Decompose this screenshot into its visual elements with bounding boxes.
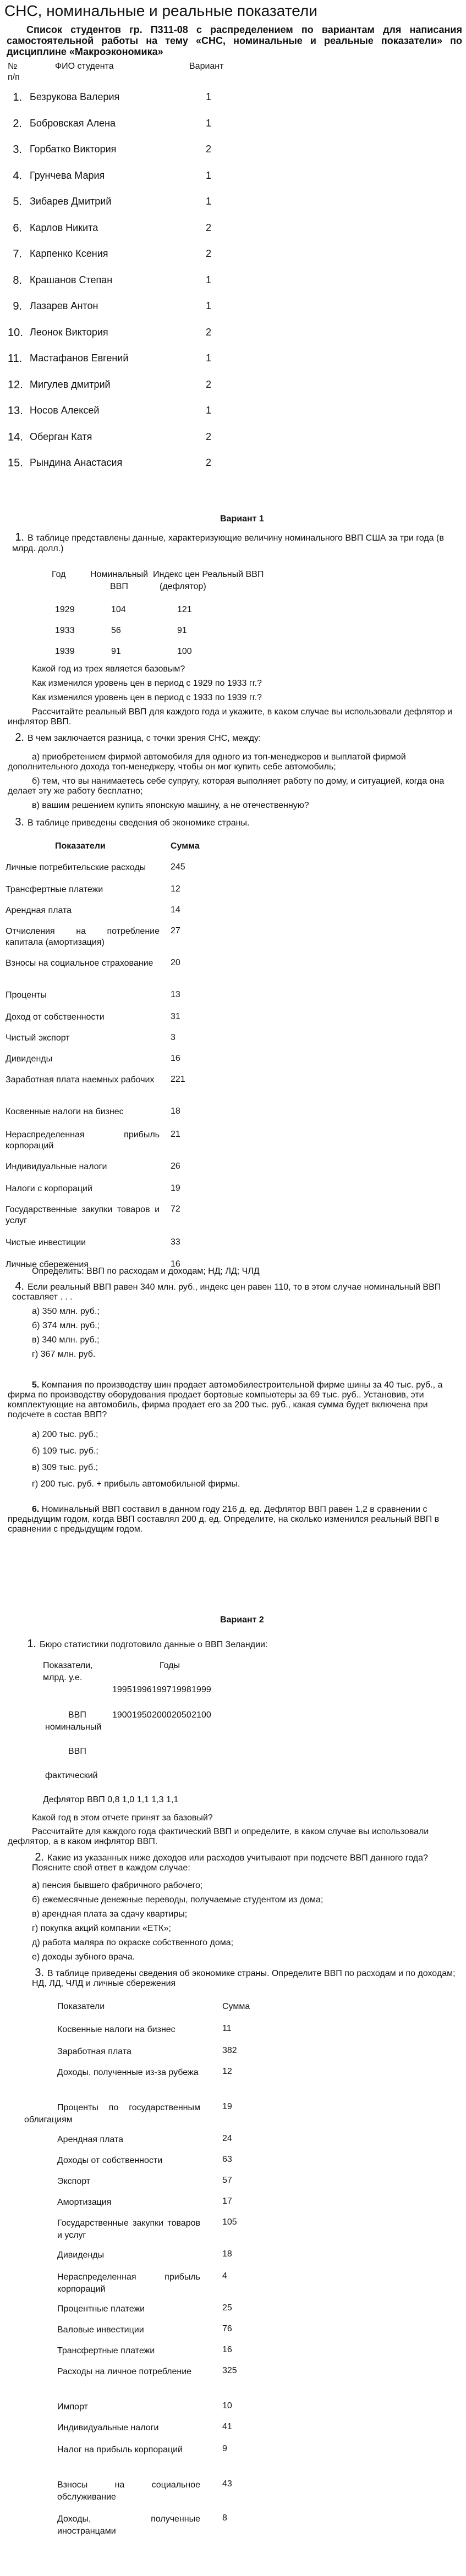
v1-q3-indicator: Чистые инвестиции <box>6 1238 86 1247</box>
v1-q1-col-year: Год <box>52 570 66 579</box>
v2-q3-col-indicator: Показатели <box>57 2002 105 2011</box>
v1-q1-index: 121 <box>177 605 192 614</box>
v1-question-3: 3. В таблице приведены сведения об экономике страны. <box>15 816 250 828</box>
student-variant: 2 <box>206 144 212 155</box>
v2-q3-indicator: Индивидуальные налоги <box>57 2423 159 2432</box>
student-number: 15. <box>8 457 23 469</box>
v1-q3-col-sum: Сумма <box>171 841 200 851</box>
v1-q3-indicator: Доход от собственности <box>6 1012 105 1022</box>
v1-q3-sum: 19 <box>171 1184 180 1193</box>
v1-q3-sum: 12 <box>171 884 180 894</box>
v1-q1-nominal: 91 <box>111 647 121 656</box>
v2-q1-nominal-values: 1900 1950 2000 2050 2100 <box>112 1710 211 1720</box>
v1-q1-nominal: 104 <box>111 605 126 614</box>
student-variant: 2 <box>206 457 212 468</box>
v1-q1-col-nominal-2: ВВП <box>110 582 128 591</box>
v2-q1-nominal-label: ВВП <box>68 1710 86 1720</box>
v1-q1-d: Рассчитайте реальный ВВП для каждого года и укажите, в каком случае вы использовали дефлятор и инфлятор ВВП. <box>8 707 452 726</box>
v1-q1-col-nominal: Номинальный <box>90 570 149 579</box>
v2-q3-indicator: Расходы на личное потребление <box>57 2367 192 2376</box>
v1-q3-indicator: Личные потребительские расходы <box>6 863 146 872</box>
v2-q3-sum: 76 <box>222 2324 232 2333</box>
v2-q2-option: в) арендная плата за сдачу квартиры; <box>32 1909 188 1919</box>
student-name: Зибарев Дмитрий <box>30 196 112 207</box>
student-variant: 1 <box>206 196 212 207</box>
v1-q5-option: в) 309 тыс. руб.; <box>32 1463 98 1472</box>
student-name: Мастафанов Евгений <box>30 353 129 364</box>
v2-q3-indicator: Государственные закупки товаров и услуг <box>57 2219 200 2240</box>
student-variant: 1 <box>206 405 212 416</box>
v1-q3-indicator: Арендная плата <box>6 906 72 915</box>
student-name: Оберган Катя <box>30 431 92 442</box>
v2-q1-label-a: Показатели, <box>43 1661 93 1670</box>
v1-q1-a: Какой год из трех является базовым? <box>32 664 185 674</box>
v2-q3-sum: 18 <box>222 2249 232 2259</box>
student-variant: 1 <box>206 117 212 129</box>
v1-q1-nominal: 56 <box>111 626 121 635</box>
student-number: 2. <box>13 117 22 130</box>
student-name: Рындина Анастасия <box>30 457 123 468</box>
student-name: Крашанов Степан <box>30 274 113 285</box>
v1-q3-indicator: Отчисления на потребление капитала (амортизация) <box>6 927 160 947</box>
v2-q3-indicator: Налог на прибыль корпораций <box>57 2445 183 2454</box>
v1-q3-sum: 13 <box>171 990 180 999</box>
v1-q3-col-indicator: Показатели <box>55 841 106 851</box>
v1-q3-sum: 27 <box>171 926 180 935</box>
student-variant: 2 <box>206 222 212 233</box>
v1-q4-option: в) 340 млн. руб.; <box>32 1335 100 1345</box>
v2-q3-sum: 19 <box>222 2102 232 2111</box>
v2-q3-indicator: Доходы от собственности <box>57 2156 163 2165</box>
col-number-header-2: п/п <box>8 73 20 82</box>
student-variant: 2 <box>206 378 212 390</box>
v2-q3-indicator: Экспорт <box>57 2177 91 2186</box>
student-list-heading: Список студентов гр. П311-08 с распределением по вариантам для написания самостоятельной работы на тему «СНС, номинальные и реальные показатели» по дисциплине «Макроэкономика» <box>7 24 462 57</box>
v2-q3-indicator: Нераспределенная прибыль корпораций <box>57 2272 200 2294</box>
v2-q3-indicator: Амортизация <box>57 2198 112 2207</box>
v1-q1-b: Как изменился уровень цен в период с 1929 по 1933 гг.? <box>32 679 262 688</box>
student-number: 7. <box>13 248 22 260</box>
v2-q1-real-label: ВВП <box>68 1747 86 1756</box>
student-number: 1. <box>13 91 22 103</box>
v2-q2-option: б) ежемесячные денежные переводы, получаемые студентом из дома; <box>32 1895 324 1905</box>
v1-question-4: 4. Если реальный ВВП равен 340 млн. руб., индекс цен равен 110, то в этом случае номинальный ВВП составляет . . . <box>12 1280 441 1302</box>
v1-q3-sum: 16 <box>171 1054 180 1063</box>
v1-q3-sum: 16 <box>171 1259 180 1269</box>
student-name: Бобровская Алена <box>30 117 116 129</box>
student-name: Горбатко Виктория <box>30 144 117 155</box>
v1-q4-option: а) 350 млн. руб.; <box>32 1307 100 1316</box>
v2-q2-option: г) покупка акций компании «ЕТК»; <box>32 1924 171 1933</box>
v1-q3-indicator: Дивиденды <box>6 1054 53 1064</box>
v1-q1-year: 1933 <box>55 626 75 635</box>
v2-q3-indicator: Косвенные налоги на бизнес <box>57 2025 176 2034</box>
v2-q1-years: 1995 1996 1997 1998 1999 <box>112 1685 211 1694</box>
student-number: 12. <box>8 378 23 391</box>
v1-q3-sum: 26 <box>171 1162 180 1171</box>
student-number: 14. <box>8 431 23 443</box>
v2-q3-sum: 17 <box>222 2197 232 2206</box>
v2-q1-nominal-label-2: номинальный <box>45 1722 102 1732</box>
v2-q3-sum: 4 <box>222 2271 227 2281</box>
v2-q3-sum: 11 <box>222 2024 232 2033</box>
v2-q3-sum: 63 <box>222 2155 232 2164</box>
student-name: Грунчева Мария <box>30 169 105 181</box>
v2-q3-indicator: Взносы на социальное обслуживание <box>57 2480 200 2502</box>
student-number: 3. <box>13 144 22 156</box>
v2-q3-sum: 25 <box>222 2303 232 2313</box>
v2-q3-sum: 10 <box>222 2401 232 2410</box>
v2-q1-b: Рассчитайте для каждого года фактический ВВП и определите, в каком случае вы использовали дефлятор, а в каком инфлятор ВВП. <box>8 1827 429 1846</box>
student-variant: 1 <box>206 300 212 311</box>
variant-1-title: Вариант 1 <box>220 514 264 524</box>
v1-q3-indicator: Нераспределенная прибыль корпораций <box>6 1130 160 1151</box>
student-variant: 2 <box>206 326 212 338</box>
v1-q1-index: 100 <box>177 647 192 656</box>
variant-2-title: Вариант 2 <box>220 1615 264 1625</box>
v2-q3-sum: 24 <box>222 2134 232 2143</box>
v2-q3-indicator: Валовые инвестиции <box>57 2325 144 2335</box>
v2-q3-indicator: Трансфертные платежи <box>57 2346 155 2355</box>
v2-q2-option: е) доходы зубного врача. <box>32 1952 135 1962</box>
student-variant: 2 <box>206 248 212 259</box>
v2-q3-indicator: Доходы, полученные из-за рубежа <box>57 2068 199 2077</box>
v1-q2-b: б) тем, что вы нанимаетесь себе супругу, которая выполняет работу по дому, и ситуацией, когда она делает эту же работу бесплатно; <box>8 777 445 796</box>
v1-q5-option: а) 200 тыс. руб.; <box>32 1430 98 1439</box>
v2-q3-sum: 105 <box>222 2217 237 2227</box>
v1-q3-sum: 72 <box>171 1204 180 1214</box>
v1-q4-option: г) 367 млн. руб. <box>32 1350 96 1359</box>
v1-q3-indicator: Трансфертные платежи <box>6 885 103 894</box>
v2-q3-sum: 382 <box>222 2046 237 2055</box>
v2-q3-sum: 12 <box>222 2067 232 2076</box>
v1-q1-col-index-2: (дефлятор) <box>160 582 206 591</box>
v1-q3-sum: 3 <box>171 1033 176 1042</box>
v2-q3-col-sum: Сумма <box>222 2002 250 2011</box>
v2-q2-option: а) пенсия бывшего фабричного рабочего; <box>32 1881 203 1890</box>
v1-q3-indicator: Государственные закупки товаров и услуг <box>6 1205 160 1225</box>
v1-q3-indicator: Косвенные налоги на бизнес <box>6 1107 124 1116</box>
student-number: 10. <box>8 326 23 339</box>
student-variant: 2 <box>206 431 212 442</box>
v2-q3-sum: 41 <box>222 2422 232 2431</box>
student-name: Леонок Виктория <box>30 326 108 338</box>
v1-q3-sum: 21 <box>171 1130 180 1139</box>
student-variant: 1 <box>206 169 212 181</box>
v1-question-2: 2. В чем заключается разница, с точки зрения СНС, между: <box>15 731 261 744</box>
student-number: 11. <box>8 353 23 365</box>
v2-q3-indicator: Проценты по государственным облигациям <box>24 2103 200 2124</box>
v2-q3-sum: 43 <box>222 2479 232 2489</box>
v2-q3-indicator: Процентные платежи <box>57 2304 145 2314</box>
v2-q3-indicator: Доходы, полученные иностранцами <box>57 2514 200 2536</box>
v1-q3-indicator: Проценты <box>6 990 47 1000</box>
v2-q3-indicator: Дивиденды <box>57 2250 105 2260</box>
col-variant-header: Вариант <box>189 62 224 71</box>
v2-q1-a: Какой год в этом отчете принят за базовый? <box>32 1813 213 1823</box>
v2-question-1: 1. Бюро статистики подготовило данные о ВВП Зеландии: <box>27 1638 268 1650</box>
v1-q1-index: 91 <box>177 626 187 635</box>
v1-q1-year: 1929 <box>55 605 75 614</box>
student-name: Носов Алексей <box>30 405 100 416</box>
v2-q3-sum: 8 <box>222 2513 227 2523</box>
v1-q3-sum: 18 <box>171 1107 180 1116</box>
student-variant: 1 <box>206 274 212 285</box>
v1-q1-col-index: Индекс цен Реальный ВВП <box>153 570 264 579</box>
v1-q2-a: а) приобретением фирмой автомобиля для одного из топ-менеджеров и выплатой фирмой дополнительного дохода топ-менеджеру, чтобы он мог купить себе автомобиль; <box>8 752 406 772</box>
v1-q3-sum: 20 <box>171 958 180 967</box>
student-number: 9. <box>13 300 22 312</box>
v1-q3-sum: 31 <box>171 1012 180 1021</box>
v2-q1-real-label-2: фактический <box>45 1771 98 1780</box>
v1-q5-option: г) 200 тыс. руб. + прибыль автомобильной фирмы. <box>32 1479 240 1489</box>
v1-q3-indicator: Индивидуальные налоги <box>6 1162 107 1171</box>
v1-q1-year: 1939 <box>55 647 75 656</box>
student-name: Карпенко Ксения <box>30 248 108 259</box>
v2-q1-deflator: Дефлятор ВВП 0,8 1,0 1,1 1,3 1,1 <box>43 1795 179 1804</box>
v2-q3-indicator: Заработная плата <box>57 2047 131 2056</box>
v2-question-2: 2. Какие из указанных ниже доходов или расходов учитывают при подсчете ВВП данного года? Поясните свой ответ в каждом случае: <box>32 1851 428 1873</box>
v2-question-3: 3. В таблице приведены сведения об экономике страны. Определите ВВП по расходам и по доходам; НД, ЛД, ЧЛД и личные сбережения <box>32 1967 456 1988</box>
v2-q3-sum: 325 <box>222 2366 237 2375</box>
student-number: 4. <box>13 169 22 182</box>
student-number: 6. <box>13 222 22 234</box>
v1-q3-sum: 221 <box>171 1075 185 1084</box>
student-name: Лазарев Антон <box>30 300 98 311</box>
v1-q3-indicator: Налоги с корпораций <box>6 1184 92 1193</box>
v2-q1-label-b: млрд. у.е. <box>43 1673 83 1682</box>
student-variant: 1 <box>206 91 212 102</box>
student-number: 5. <box>13 196 22 208</box>
student-variant: 1 <box>206 353 212 364</box>
student-name: Мигулев дмитрий <box>30 378 111 390</box>
v1-question-6: 6. Номинальный ВВП составил в данном году 216 д. ед. Дефлятор ВВП равен 1,2 в сравнении с предыдущим годом, когда ВВП составлял 200 д. ед. Определите, на сколько изменился реальный ВВП в сравнении с предыдущим годом. <box>8 1505 440 1534</box>
v2-q3-sum: 16 <box>222 2345 232 2354</box>
v1-q1-c: Как изменился уровень цен в период с 1933 по 1939 гг.? <box>32 693 262 702</box>
v1-q3-indicator: Чистый экспорт <box>6 1033 70 1043</box>
v1-question-5: 5. Компания по производству шин продает автомобилестроительной фирме шины за 40 тыс. руб., а фирма по производству оборудования продает бортовые компьютеры за 69 тыс. руб.. Установив, эти комплектующие на автомобиль, фирма продает его за 200 тыс. руб., какая сумма будет включена при подсчете в состав ВВП? <box>8 1380 443 1419</box>
col-number-header: № <box>8 62 18 71</box>
student-number: 13. <box>8 405 23 417</box>
v2-q3-indicator: Импорт <box>57 2402 88 2412</box>
v1-q3-indicator: Взносы на социальное страхование <box>6 959 153 968</box>
v1-q3-indicator: Личные сбережения <box>6 1260 89 1269</box>
v2-q3-indicator: Арендная плата <box>57 2135 124 2144</box>
v1-q3-task: Определить: ВВП по расходам и доходам; НД; ЛД; ЧЛД <box>32 1267 260 1276</box>
v1-q3-sum: 33 <box>171 1237 180 1247</box>
student-name: Безрукова Валерия <box>30 91 120 102</box>
v1-q4-option: б) 374 млн. руб.; <box>32 1321 100 1330</box>
col-name-header: ФИО студента <box>55 62 114 71</box>
v2-q1-years-label: Годы <box>160 1661 180 1670</box>
v2-q3-sum: 9 <box>222 2444 227 2453</box>
v1-q5-option: б) 109 тыс. руб.; <box>32 1446 98 1456</box>
page-title: СНС, номинальные и реальные показатели <box>4 2 317 19</box>
student-name: Карлов Никита <box>30 222 98 233</box>
v1-q3-indicator: Заработная плата наемных рабочих <box>6 1075 155 1085</box>
v1-q2-c: в) вашим решением купить японскую машину, а не отечественную? <box>32 801 309 810</box>
v1-question-1: 1. В таблице представлены данные, характеризующие величину номинального ВВП США за три года (в млрд. долл.) <box>12 531 444 553</box>
student-number: 8. <box>13 274 22 287</box>
v1-q3-sum: 245 <box>171 862 185 872</box>
v2-q3-sum: 57 <box>222 2176 232 2185</box>
v1-q3-sum: 14 <box>171 905 180 915</box>
v2-q2-option: д) работа маляра по окраске собственного дома; <box>32 1938 234 1947</box>
